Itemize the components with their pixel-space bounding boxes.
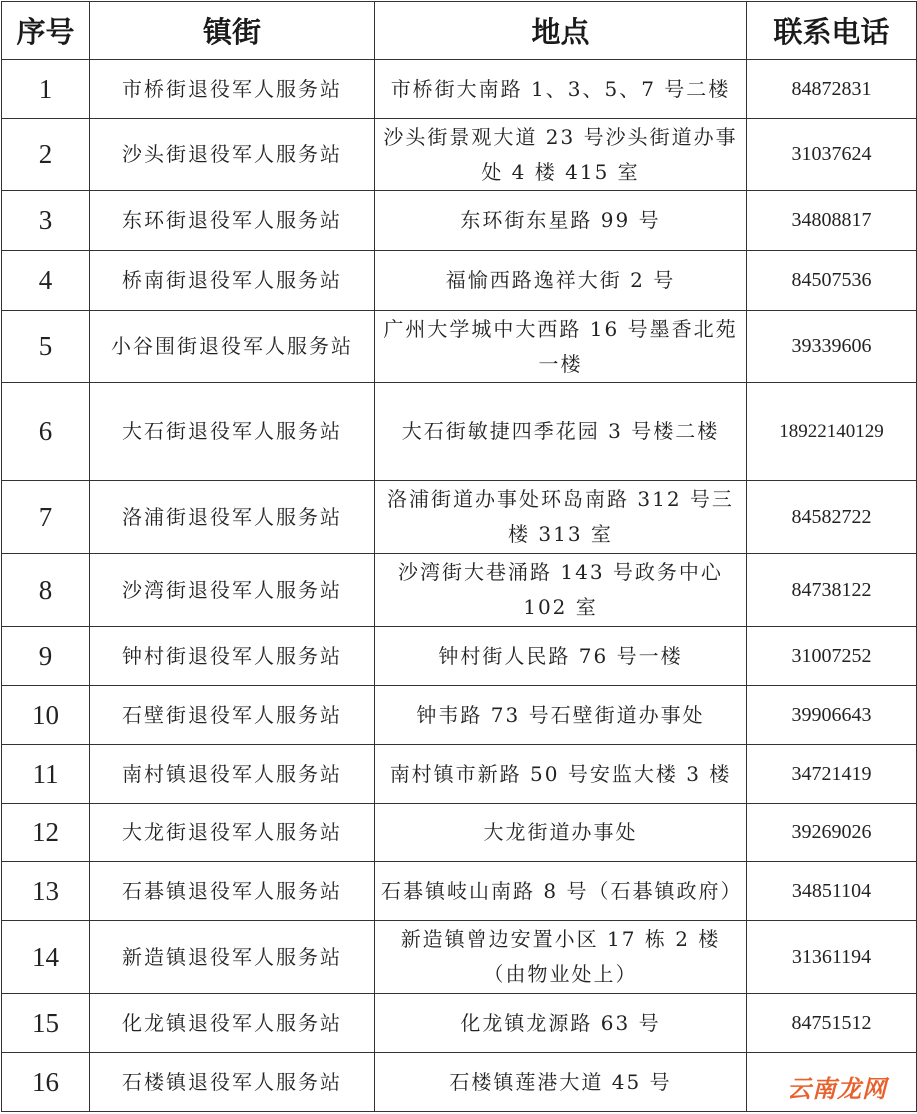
table-row: [2, 311, 917, 383]
row-phone-cell: 31361194: [747, 921, 917, 994]
row-index-cell: 1: [2, 60, 90, 119]
row-phone-cell: 39269026: [747, 804, 917, 862]
row-index-cell: 10: [2, 686, 90, 745]
row-index-cell: 7: [2, 481, 90, 554]
row-phone-cell: 84751512: [747, 994, 917, 1053]
row-town-cell: 新造镇退役军人服务站: [90, 921, 375, 994]
row-town-cell: 沙湾街退役军人服务站: [90, 554, 375, 627]
row-address-cell: 南村镇市新路 50 号安监大楼 3 楼: [375, 745, 747, 804]
row-town-cell: 化龙镇退役军人服务站: [90, 994, 375, 1053]
row-index-cell: 2: [2, 119, 90, 191]
header-town: 镇街: [90, 2, 375, 60]
table-row: [2, 60, 917, 119]
row-address-cell: 东环街东星路 99 号: [375, 191, 747, 251]
header-address: 地点: [375, 2, 747, 60]
row-phone-cell: 84582722: [747, 481, 917, 554]
row-address-cell: 新造镇曾边安置小区 17 栋 2 楼（由物业处上）: [375, 921, 747, 994]
table-header-row: [2, 2, 917, 60]
table-row: [2, 627, 917, 686]
row-address-cell: 沙头街景观大道 23 号沙头街道办事处 4 楼 415 室: [375, 119, 747, 191]
row-phone-cell: 39339606: [747, 311, 917, 383]
row-town-cell: 沙头街退役军人服务站: [90, 119, 375, 191]
table-row: [2, 481, 917, 554]
row-phone-cell: 34721419: [747, 745, 917, 804]
row-index-cell: 9: [2, 627, 90, 686]
row-address-cell: 市桥街大南路 1、3、5、7 号二楼: [375, 60, 747, 119]
row-phone-cell: 31007252: [747, 627, 917, 686]
row-index-cell: 3: [2, 191, 90, 251]
row-address-cell: 广州大学城中大西路 16 号墨香北苑一楼: [375, 311, 747, 383]
table-row: [2, 191, 917, 251]
row-index-cell: 6: [2, 383, 90, 481]
table-row: [2, 994, 917, 1053]
row-address-cell: 钟村街人民路 76 号一楼: [375, 627, 747, 686]
row-phone-cell: 84738122: [747, 554, 917, 627]
row-town-cell: 东环街退役军人服务站: [90, 191, 375, 251]
row-phone-cell: 34808817: [747, 191, 917, 251]
table-row: [2, 745, 917, 804]
row-address-cell: 钟韦路 73 号石壁街道办事处: [375, 686, 747, 745]
table-row: [2, 921, 917, 994]
row-town-cell: 南村镇退役军人服务站: [90, 745, 375, 804]
row-phone-cell: 31037624: [747, 119, 917, 191]
row-address-cell: 大龙街道办事处: [375, 804, 747, 862]
row-address-cell: 沙湾街大巷涌路 143 号政务中心 102 室: [375, 554, 747, 627]
site-watermark-logo: 云南龙网: [787, 1075, 887, 1103]
table-row: [2, 1053, 917, 1112]
row-town-cell: 石碁镇退役军人服务站: [90, 862, 375, 921]
table-row: [2, 383, 917, 481]
row-phone-cell: 84872831: [747, 60, 917, 119]
row-town-cell: 桥南街退役军人服务站: [90, 251, 375, 311]
table-row: [2, 251, 917, 311]
row-address-cell: 大石街敏捷四季花园 3 号楼二楼: [375, 383, 747, 481]
row-index-cell: 12: [2, 804, 90, 862]
table-row: [2, 862, 917, 921]
row-index-cell: 4: [2, 251, 90, 311]
row-index-cell: 8: [2, 554, 90, 627]
row-phone-cell: 84507536: [747, 251, 917, 311]
row-address-cell: 化龙镇龙源路 63 号: [375, 994, 747, 1053]
row-address-cell: 石碁镇岐山南路 8 号（石碁镇政府）: [375, 862, 747, 921]
table-row: [2, 119, 917, 191]
row-address-cell: 洛浦街道办事处环岛南路 312 号三楼 313 室: [375, 481, 747, 554]
row-town-cell: 小谷围街退役军人服务站: [90, 311, 375, 383]
row-town-cell: 钟村街退役军人服务站: [90, 627, 375, 686]
row-index-cell: 13: [2, 862, 90, 921]
table-row: [2, 686, 917, 745]
row-index-cell: 15: [2, 994, 90, 1053]
row-town-cell: 大石街退役军人服务站: [90, 383, 375, 481]
row-phone-cell: 39906643: [747, 686, 917, 745]
row-address-cell: 福愉西路逸祥大街 2 号: [375, 251, 747, 311]
row-index-cell: 11: [2, 745, 90, 804]
table-row: [2, 804, 917, 862]
row-town-cell: 石楼镇退役军人服务站: [90, 1053, 375, 1112]
row-town-cell: 大龙街退役军人服务站: [90, 804, 375, 862]
service-station-table: [1, 1, 917, 1112]
row-town-cell: 洛浦街退役军人服务站: [90, 481, 375, 554]
header-phone: 联系电话: [747, 2, 917, 60]
row-town-cell: 石壁街退役军人服务站: [90, 686, 375, 745]
table-body: [2, 60, 917, 1112]
row-index-cell: 5: [2, 311, 90, 383]
row-address-cell: 石楼镇莲港大道 45 号: [375, 1053, 747, 1112]
row-town-cell: 市桥街退役军人服务站: [90, 60, 375, 119]
table-row: [2, 554, 917, 627]
row-index-cell: 14: [2, 921, 90, 994]
header-index: 序号: [2, 2, 90, 60]
row-phone-cell: 34851104: [747, 862, 917, 921]
row-index-cell: 16: [2, 1053, 90, 1112]
row-phone-cell: 18922140129: [747, 383, 917, 481]
